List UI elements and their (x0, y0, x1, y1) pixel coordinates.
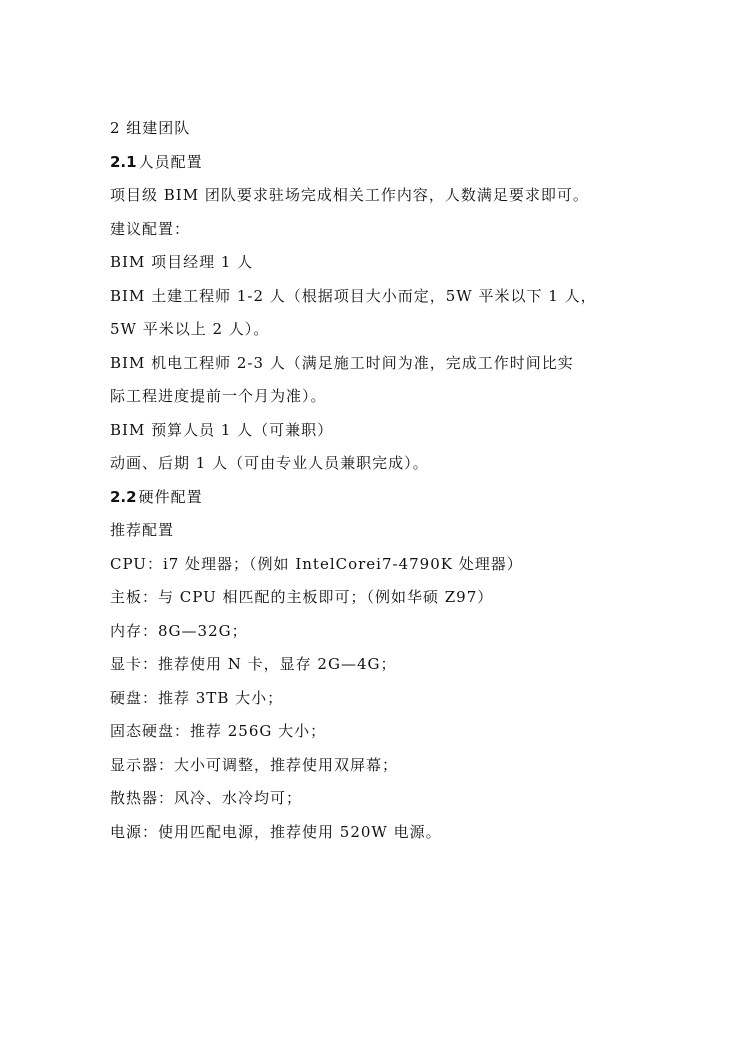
paragraph-line: 推荐配置 (110, 521, 175, 539)
paragraph-line: BIM 项目经理 1 人 (110, 253, 254, 271)
paragraph-line: 动画、后期 1 人（可由专业人员兼职完成）。 (110, 454, 429, 472)
paragraph-line: BIM 土建工程师 1-2 人（根据项目大小而定，5W 平米以下 1 人， (110, 286, 597, 305)
section-heading: 2 组建团队 (110, 119, 191, 137)
paragraph-line: BIM 预算人员 1 人（可兼职） (110, 420, 334, 439)
subsection-number: 2.2 (110, 487, 137, 506)
paragraph-line: BIM 机电工程师 2-3 人（满足施工时间为准，完成工作时间比实 (110, 353, 574, 372)
paragraph-line: 显卡：推荐使用 N 卡，显存 2G—4G； (110, 655, 397, 673)
paragraph-line: 固态硬盘：推荐 256G 大小； (110, 722, 327, 740)
subsection-title: 硬件配置 (138, 487, 203, 506)
paragraph-line: 内存：8G—32G； (110, 621, 248, 640)
paragraph-line: 项目级 BIM 团队要求驻场完成相关工作内容，人数满足要求即可。 (110, 186, 589, 204)
subsection-heading-hardware (110, 481, 620, 515)
paragraph-line: 5W 平米以上 2 人）。 (110, 320, 270, 338)
paragraph-line: 建议配置： (110, 219, 191, 238)
subsection-heading-personnel (110, 146, 620, 180)
paragraph-line: 显示器：大小可调整，推荐使用双屏幕； (110, 755, 399, 774)
subsection-number: 2.1 (110, 152, 137, 171)
paragraph-line: 主板：与 CPU 相匹配的主板即可；（例如华硕 Z97） (110, 588, 494, 606)
paragraph-line: 散热器：风冷、水冷均可； (110, 789, 303, 807)
paragraph-line: CPU：i7 处理器；（例如 IntelCorei7-4790K 处理器） (110, 554, 523, 573)
paragraph-line: 硬盘：推荐 3TB 大小； (110, 688, 284, 707)
document-body (110, 112, 620, 849)
paragraph-line: 际工程进度提前一个月为准）。 (110, 387, 327, 405)
subsection-title: 人员配置 (138, 152, 203, 171)
paragraph-line: 电源：使用匹配电源，推荐使用 520W 电源。 (110, 822, 442, 841)
